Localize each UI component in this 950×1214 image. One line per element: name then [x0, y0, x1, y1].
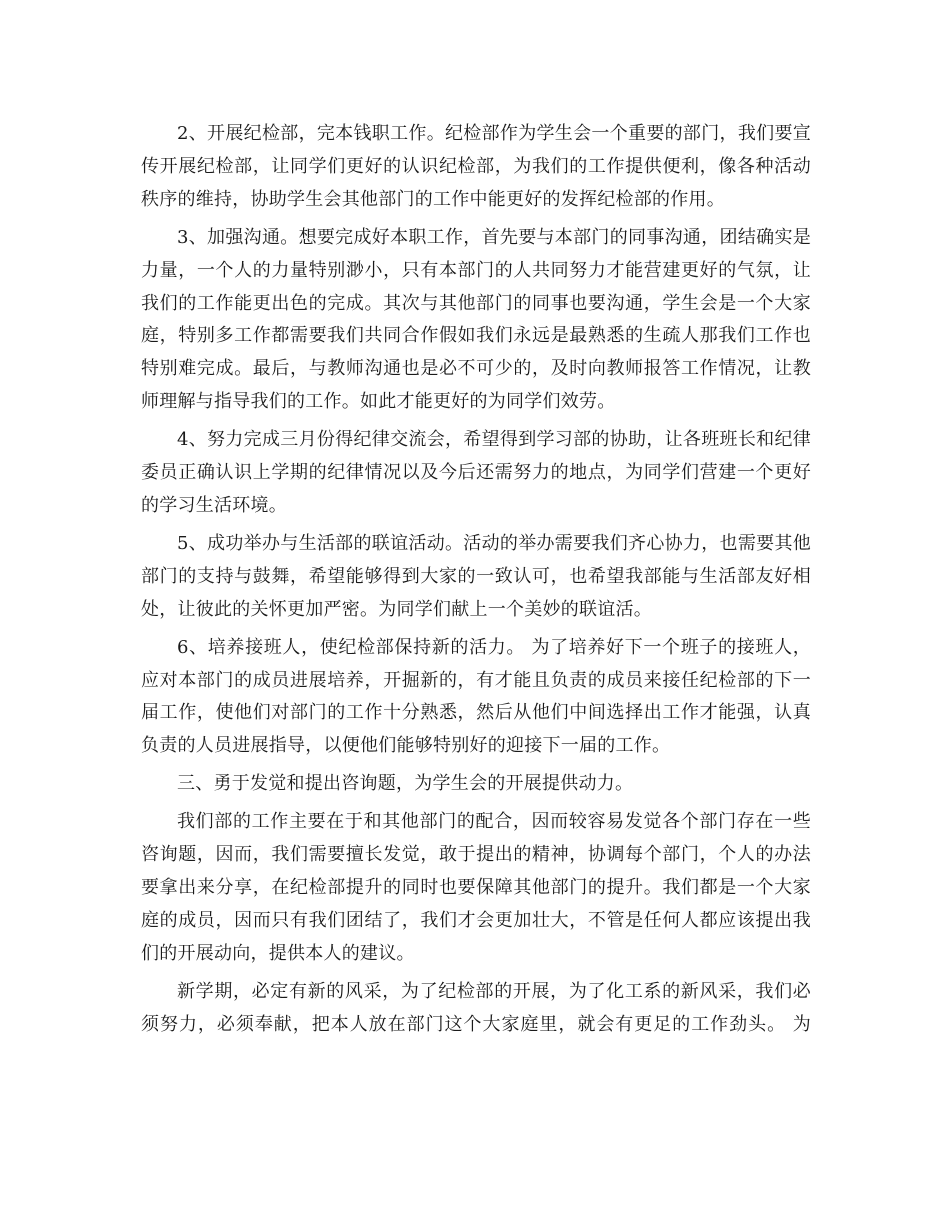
paragraph-item-3: 3、加强沟通。想要完成好本职工作，首先要与本部门的同事沟通，团结确实是力量，一个人的力量特别渺小，只有本部门的人共同努力才能营建更好的气氛，让我们的工作能更出色的完成。其次与其他部门的同事也要沟通，学生会是一个大家庭，特别多工作都需要我们共同合作假如我们永远是最熟悉的生疏人那我们工作也特别难完成。最后，与教师沟通也是必不可少的，及时向教师报答工作情况，让教师理解与指导我们的工作。如此才能更好的为同学们效劳。	[141, 226, 811, 413]
paragraph-item-4: 4、努力完成三月份得纪律交流会，希望得到学习部的协助，让各班班长和纪律委员正确认识上学期的纪律情况以及今后还需努力的地点，为同学们营建一个更好的学习生活环境。	[141, 429, 811, 516]
paragraph-cooperation: 我们部的工作主要在于和其他部门的配合，因而较容易发觉各个部门存在一些咨询题，因而，我们需要擅长发觉，敢于提出的精神，协调每个部门，个人的办法要拿出来分享，在纪检部提升的同时也要保障其他部门的提升。我们都是一个大家庭的成员，因而只有我们团结了，我们才会更加壮大，不管是任何人都应该提出我们的开展动向，提供本人的建议。	[141, 811, 811, 964]
paragraph-item-5: 5、成功举办与生活部的联谊活动。活动的举办需要我们齐心协力，也需要其他部门的支持与鼓舞，希望能够得到大家的一致认可，也希望我部能与生活部友好相处，让彼此的关怀更加严密。为同学们献上一个美妙的联谊活。	[141, 532, 811, 620]
paragraph-new-semester: 新学期，必定有新的风采，为了纪检部的开展，为了化工系的新风采，我们必须努力，必须奉献，把本人放在部门这个大家庭里，就会有更足的工作劲头。 为	[141, 980, 811, 1035]
section-heading-3: 三、勇于发觉和提出咨询题，为学生会的开展提供动力。	[177, 773, 634, 795]
paragraph-item-6: 6、培养接班人，使纪检部保持新的活力。 为了培养好下一个班子的接班人，应对本部门的成员进展培养，开掘新的，有才能且负责的成员来接任纪检部的下一届工作，使他们对部门的工作十分熟悉，然后从他们中间选择出工作才能强，认真负责的人员进展指导，以便他们能够特别好的迎接下一届的工作。	[141, 636, 811, 757]
document-body	[141, 118, 811, 1046]
paragraph-item-2: 2、开展纪检部，完本钱职工作。纪检部作为学生会一个重要的部门，我们要宣传开展纪检部，让同学们更好的认识纪检部，为我们的工作提供便利，像各种活动秩序的维持，协助学生会其他部门的工作中能更好的发挥纪检部的作用。	[141, 123, 811, 210]
